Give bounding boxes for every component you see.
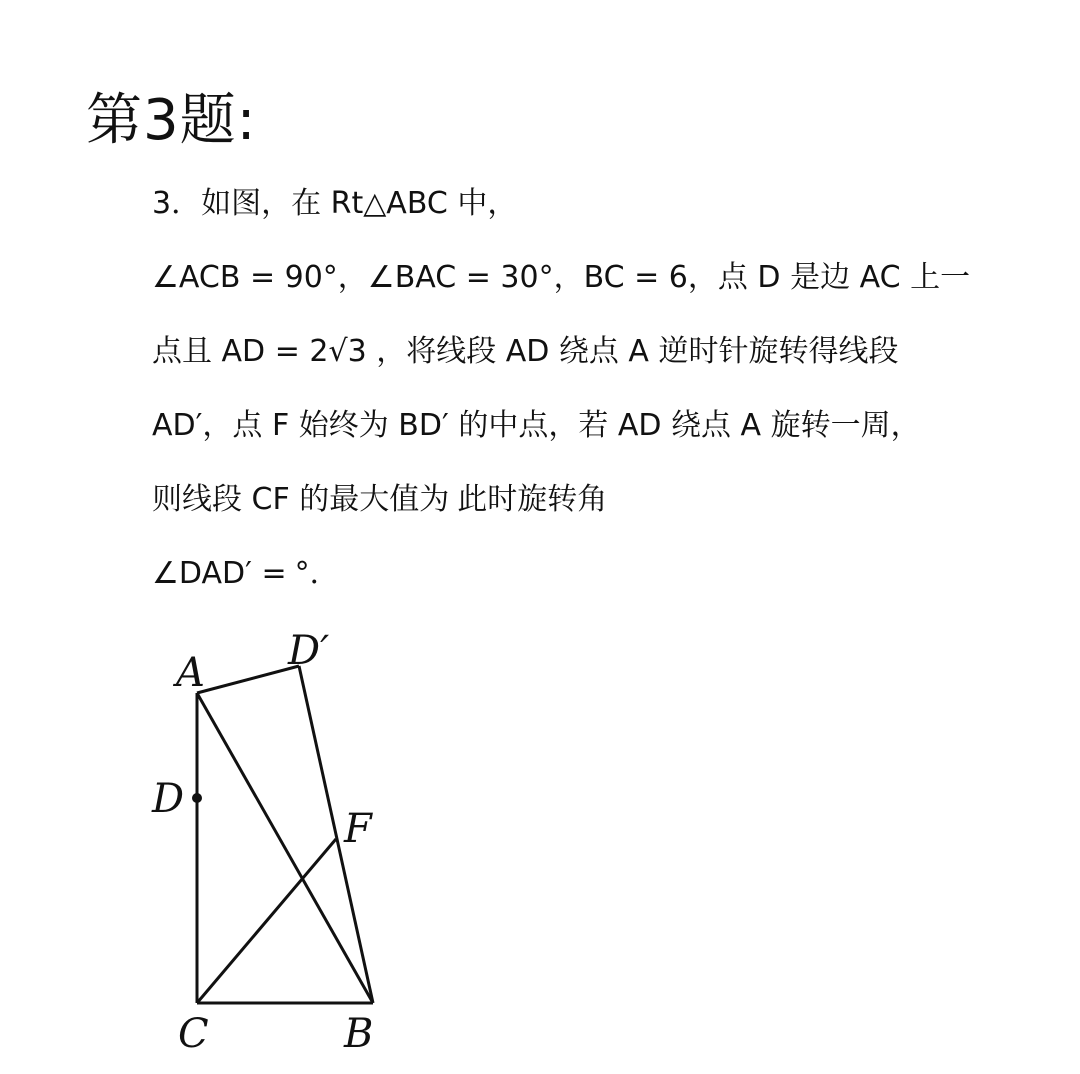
problem-line-4: AD′，点 F 始终为 BD′ 的中点，若 AD 绕点 A 旋转一周， [152, 408, 921, 443]
problem-line-1: 3．如图，在 Rt△ABC 中， [152, 186, 518, 221]
label-D: D [152, 776, 185, 822]
label-F: F [344, 806, 372, 852]
geometry-figure [140, 620, 420, 1060]
problem-line-6 [152, 548, 952, 622]
question-heading: 第3题: [86, 88, 257, 153]
problem-line-5-text-after: 此时旋转角 [457, 482, 608, 517]
problem-line-3: 点且 AD = 2√3 ，将线段 AD 绕点 A 逆时针旋转得线段 [152, 334, 899, 369]
segment-CF [197, 839, 336, 1003]
problem-line-5 [152, 474, 952, 548]
problem-line-5-text: 则线段 CF 的最大值为 [152, 482, 450, 517]
label-C: C [178, 1011, 209, 1057]
geometry-diagram [140, 620, 420, 1060]
problem-line-6-text: ∠DAD′ = [152, 556, 287, 591]
problem-line-2: ∠ACB = 90°，∠BAC = 30°，BC = 6，点 D 是边 AC 上一 [152, 260, 971, 295]
problem-statement [152, 178, 971, 622]
label-D-prime: D′ [288, 628, 330, 674]
label-A: A [176, 650, 205, 696]
problem-line-6-text-after: °． [294, 556, 340, 591]
segment-AD-prime [197, 666, 299, 693]
point-D-dot [192, 793, 202, 803]
label-B: B [344, 1011, 374, 1057]
